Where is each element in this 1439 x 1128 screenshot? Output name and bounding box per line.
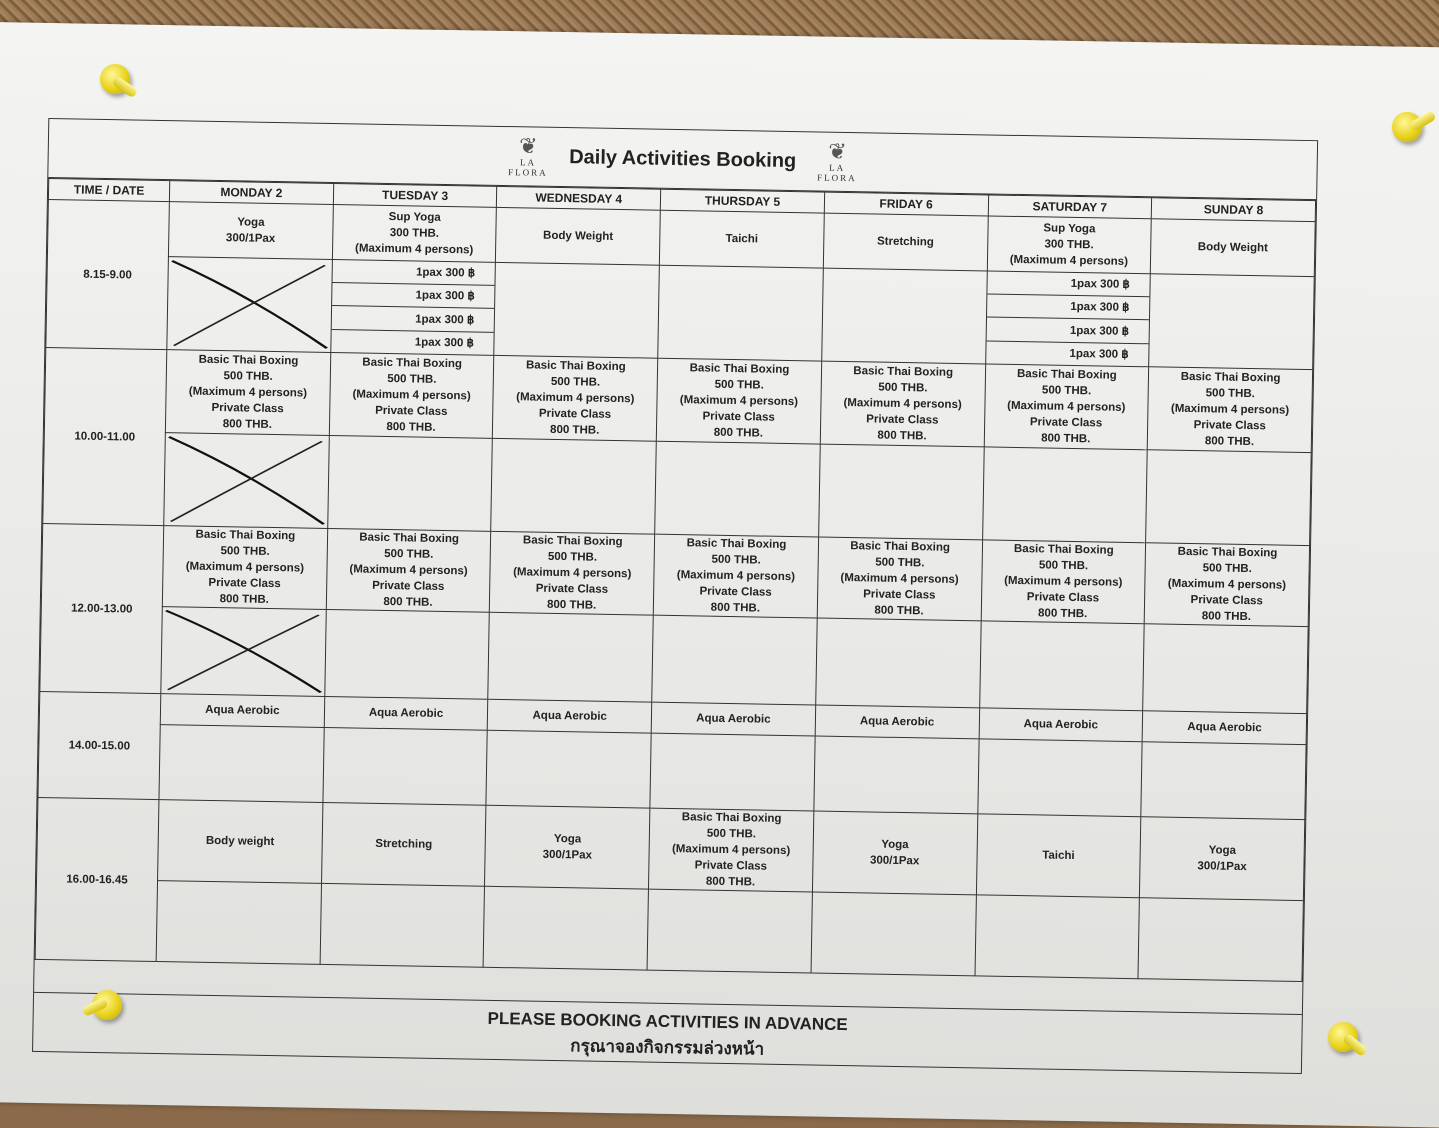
- schedule-table: [35, 178, 1316, 982]
- booking-space[interactable]: [161, 607, 326, 697]
- booking-space[interactable]: [1141, 742, 1306, 820]
- activity-cell: Basic Thai Boxing 500 THB. (Maximum 4 persons) Private Class 800 THB.: [490, 531, 655, 615]
- activity-cell: Aqua Aerobic: [160, 694, 324, 728]
- time-slot-label: 10.00-11.00: [43, 348, 167, 526]
- booking-slots[interactable]: [330, 260, 495, 356]
- booking-space[interactable]: [1138, 898, 1303, 982]
- la-flora-logo-left: [501, 135, 556, 178]
- yellow-pushpin: [100, 64, 130, 94]
- booking-space[interactable]: [1146, 450, 1311, 546]
- activity-cell: Basic Thai Boxing 500 THB. (Maximum 4 persons) Private Class 800 THB.: [649, 808, 814, 892]
- crest-icon: ❦: [518, 133, 538, 159]
- booking-space[interactable]: [164, 433, 329, 529]
- booking-space[interactable]: [977, 739, 1142, 817]
- schedule-sheet: [32, 118, 1318, 1074]
- booking-space[interactable]: [816, 618, 981, 708]
- schedule-body: [35, 200, 1315, 982]
- activity-cell: Sup Yoga 300 THB. (Maximum 4 persons): [332, 205, 497, 263]
- booking-space[interactable]: [655, 441, 820, 537]
- crest-icon: ❦: [827, 138, 847, 164]
- column-header-day: THURSDAY 5: [660, 189, 824, 213]
- activity-cell: Basic Thai Boxing 500 THB. (Maximum 4 persons) Private Class 800 THB.: [1144, 543, 1309, 627]
- activity-cell: Taichi: [976, 814, 1141, 898]
- notice-english: PLEASE BOOKING ACTIVITIES IN ADVANCE: [487, 1008, 848, 1035]
- activity-cell: Yoga 300/1Pax: [812, 811, 977, 895]
- booking-space[interactable]: [982, 447, 1147, 543]
- booking-space[interactable]: [159, 725, 324, 803]
- schedule-paper: [0, 22, 1439, 1127]
- activity-cell: Aqua Aerobic: [979, 708, 1143, 742]
- la-flora-logo-right: [810, 140, 865, 183]
- activity-cell: Basic Thai Boxing 500 THB. (Maximum 4 persons) Private Class 800 THB.: [817, 537, 982, 621]
- booking-slots[interactable]: [985, 271, 1150, 367]
- booking-space[interactable]: [975, 895, 1140, 979]
- yellow-pushpin: [1328, 1022, 1358, 1052]
- activity-cell: Yoga 300/1Pax: [168, 202, 333, 260]
- column-header-day: TUESDAY 3: [333, 184, 497, 208]
- booking-space[interactable]: [811, 892, 976, 976]
- booking-space[interactable]: [1143, 624, 1308, 714]
- notice-thai: กรุณาจองกิจกรรมล่วงหน้า: [570, 1036, 765, 1060]
- activity-cell: Basic Thai Boxing 500 THB. (Maximum 4 persons) Private Class 800 THB.: [653, 534, 818, 618]
- booking-space[interactable]: [327, 435, 492, 531]
- booking-space[interactable]: [483, 886, 648, 970]
- activity-cell: Yoga 300/1Pax: [1140, 817, 1305, 901]
- activity-cell: Basic Thai Boxing 500 THB. (Maximum 4 persons) Private Class 800 THB.: [820, 361, 985, 447]
- activity-cell: Basic Thai Boxing 500 THB. (Maximum 4 persons) Private Class 800 THB.: [326, 528, 491, 612]
- booking-space[interactable]: [324, 609, 489, 699]
- activity-cell: Basic Thai Boxing 500 THB. (Maximum 4 persons) Private Class 800 THB.: [162, 526, 327, 610]
- yellow-pushpin: [1392, 112, 1422, 142]
- crossed-out-mark: [164, 433, 328, 528]
- booking-space[interactable]: [488, 612, 653, 702]
- activity-cell: Taichi: [659, 210, 824, 268]
- booking-slot[interactable]: 1pax 300 ฿: [332, 283, 495, 309]
- yellow-pushpin: [92, 990, 122, 1020]
- booking-space[interactable]: [822, 268, 987, 364]
- activity-cell: Aqua Aerobic: [1142, 711, 1306, 745]
- booking-slot[interactable]: 1pax 300 ฿: [986, 317, 1149, 343]
- booking-space[interactable]: [156, 881, 321, 965]
- activity-cell: Basic Thai Boxing 500 THB. (Maximum 4 persons) Private Class 800 THB.: [981, 540, 1146, 624]
- booking-space[interactable]: [491, 438, 656, 534]
- column-header-day: MONDAY 2: [169, 181, 333, 205]
- booking-space[interactable]: [647, 889, 812, 973]
- activity-cell: Aqua Aerobic: [815, 705, 979, 739]
- booking-space[interactable]: [1149, 274, 1314, 370]
- activity-cell: Basic Thai Boxing 500 THB. (Maximum 4 persons) Private Class 800 THB.: [1147, 367, 1312, 453]
- activity-cell: Yoga 300/1Pax: [485, 805, 650, 889]
- booking-space[interactable]: [323, 727, 488, 805]
- activity-cell: Basic Thai Boxing 500 THB. (Maximum 4 persons) Private Class 800 THB.: [165, 350, 330, 436]
- time-slot-label: 16.00-16.45: [35, 797, 159, 961]
- activity-cell: Basic Thai Boxing 500 THB. (Maximum 4 persons) Private Class 800 THB.: [493, 355, 658, 441]
- time-slot-label: 12.00-13.00: [40, 523, 164, 693]
- time-slot-label: 8.15-9.00: [46, 200, 170, 350]
- activity-cell: Sup Yoga 300 THB. (Maximum 4 persons): [987, 216, 1152, 274]
- booking-slot[interactable]: 1pax 300 ฿: [987, 271, 1150, 297]
- booking-space[interactable]: [979, 621, 1144, 711]
- column-header-day: WEDNESDAY 4: [497, 186, 661, 210]
- activity-cell: Body Weight: [1151, 219, 1316, 277]
- column-header-time: TIME / DATE: [48, 179, 169, 202]
- time-slot-label: 14.00-15.00: [38, 691, 161, 799]
- column-header-day: SUNDAY 8: [1151, 198, 1315, 222]
- booking-space[interactable]: [814, 736, 979, 814]
- booking-space[interactable]: [494, 262, 659, 358]
- booking-slot[interactable]: 1pax 300 ฿: [986, 341, 1149, 367]
- booking-slot[interactable]: 1pax 300 ฿: [332, 260, 495, 286]
- activity-cell: Basic Thai Boxing 500 THB. (Maximum 4 persons) Private Class 800 THB.: [656, 358, 821, 444]
- logo-line1: LA: [829, 162, 846, 173]
- booking-slot[interactable]: 1pax 300 ฿: [331, 306, 494, 332]
- activity-cell: Body weight: [158, 800, 323, 884]
- activity-cell: Aqua Aerobic: [488, 699, 652, 733]
- activity-cell: Stretching: [823, 213, 988, 271]
- crossed-out-mark: [167, 257, 331, 352]
- booking-space[interactable]: [167, 257, 332, 353]
- activity-cell: Stretching: [321, 802, 486, 886]
- activity-cell: Aqua Aerobic: [324, 696, 488, 730]
- booking-space[interactable]: [658, 265, 823, 361]
- activity-cell: Basic Thai Boxing 500 THB. (Maximum 4 persons) Private Class 800 THB.: [329, 352, 494, 438]
- booking-space[interactable]: [486, 730, 651, 808]
- booking-space[interactable]: [818, 444, 983, 540]
- column-header-day: FRIDAY 6: [824, 192, 988, 216]
- activity-cell: Body Weight: [496, 207, 661, 265]
- page-title: Daily Activities Booking: [568, 145, 797, 172]
- activity-cell: Basic Thai Boxing 500 THB. (Maximum 4 persons) Private Class 800 THB.: [984, 364, 1149, 450]
- booking-space[interactable]: [320, 883, 485, 967]
- column-header-day: SATURDAY 7: [988, 195, 1152, 219]
- logo-line2: FLORA: [508, 167, 548, 178]
- booking-notice: [33, 992, 1302, 1073]
- booking-space[interactable]: [650, 733, 815, 811]
- logo-line1: LA: [519, 157, 537, 168]
- logo-line2: FLORA: [817, 172, 857, 184]
- booking-slot[interactable]: 1pax 300 ฿: [987, 294, 1150, 320]
- booking-space[interactable]: [652, 615, 817, 705]
- crossed-out-mark: [161, 607, 325, 696]
- booking-slot[interactable]: 1pax 300 ฿: [331, 329, 494, 355]
- activity-cell: Aqua Aerobic: [651, 702, 815, 736]
